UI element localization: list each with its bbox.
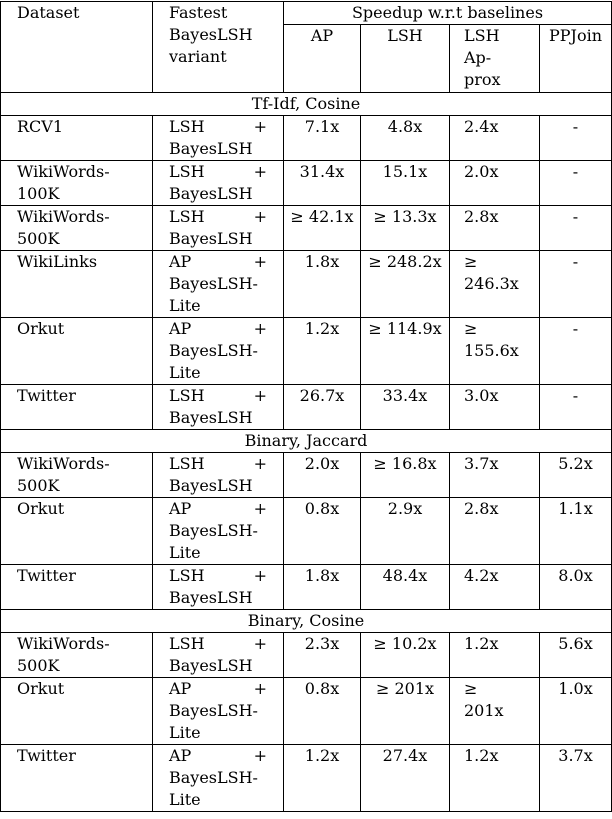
cell-lsh-approx-speedup — [450, 498, 540, 565]
variant-line: BayesLSH — [169, 476, 253, 495]
header-lsh-approx: LSH Ap- prox — [450, 25, 540, 93]
cell-ppjoin-speedup: - — [540, 161, 612, 206]
variant-plus: + — [253, 679, 267, 698]
table-row — [1, 565, 612, 610]
section-title: Binary, Jaccard — [1, 430, 612, 453]
cell-variant — [153, 385, 284, 430]
variant-line: BayesLSH — [169, 229, 253, 248]
section-header-row — [1, 430, 612, 453]
cell-dataset — [1, 161, 153, 206]
variant-plus: + — [253, 319, 267, 338]
table-row — [1, 251, 612, 318]
header-dataset: Dataset — [1, 2, 153, 93]
cell-variant — [153, 678, 284, 745]
cell-variant — [153, 161, 284, 206]
cell-dataset — [1, 385, 153, 430]
cell-lsh-approx-speedup — [450, 161, 540, 206]
dataset-line: Orkut — [17, 499, 65, 518]
dataset-line: 100K — [17, 184, 60, 203]
variant-plus: + — [253, 499, 267, 518]
variant-line: BayesLSH — [169, 588, 253, 607]
table-row — [1, 633, 612, 678]
variant-base: LSH — [169, 634, 205, 653]
cell-variant — [153, 206, 284, 251]
variant-line: Lite — [169, 790, 201, 809]
header-ppjoin: PPJoin — [540, 25, 612, 93]
variant-base: AP — [169, 499, 192, 518]
dataset-line: WikiWords- — [17, 162, 110, 181]
dataset-line: Orkut — [17, 319, 65, 338]
cell-ap-speedup: 1.2x — [284, 745, 361, 812]
cell-ap-speedup: 0.8x — [284, 678, 361, 745]
table-body — [1, 93, 612, 812]
dataset-line: 500K — [17, 229, 60, 248]
cell-ap-speedup: 1.8x — [284, 565, 361, 610]
variant-base: LSH — [169, 454, 205, 473]
lsh-approx-line: 2.4x — [464, 117, 499, 136]
dataset-line: Twitter — [17, 386, 76, 405]
lsh-approx-line: ≥ — [464, 679, 478, 698]
section-title: Tf-Idf, Cosine — [1, 93, 612, 116]
header-lsh: LSH — [361, 25, 450, 93]
cell-lsh-speedup: ≥ 10.2x — [361, 633, 450, 678]
variant-line: BayesLSH- — [169, 341, 258, 360]
cell-dataset — [1, 498, 153, 565]
lsh-approx-line: 4.2x — [464, 566, 499, 585]
cell-lsh-speedup: 48.4x — [361, 565, 450, 610]
variant-base: AP — [169, 679, 192, 698]
cell-lsh-approx-speedup — [450, 206, 540, 251]
cell-lsh-approx-speedup — [450, 453, 540, 498]
variant-plus: + — [253, 634, 267, 653]
cell-ppjoin-speedup: 3.7x — [540, 745, 612, 812]
variant-line: BayesLSH- — [169, 274, 258, 293]
variant-base: AP — [169, 319, 192, 338]
cell-ap-speedup: 1.2x — [284, 318, 361, 385]
table-row — [1, 453, 612, 498]
cell-lsh-approx-speedup — [450, 251, 540, 318]
section-title: Binary, Cosine — [1, 610, 612, 633]
table-row — [1, 745, 612, 812]
cell-dataset — [1, 206, 153, 251]
section-header-row — [1, 93, 612, 116]
variant-line: BayesLSH- — [169, 768, 258, 787]
variant-plus: + — [253, 566, 267, 585]
lsh-approx-line: 246.3x — [464, 274, 519, 293]
cell-dataset — [1, 251, 153, 318]
cell-dataset — [1, 745, 153, 812]
dataset-line: 500K — [17, 476, 60, 495]
cell-variant — [153, 565, 284, 610]
cell-ppjoin-speedup: 1.1x — [540, 498, 612, 565]
cell-ppjoin-speedup: - — [540, 251, 612, 318]
variant-plus: + — [253, 746, 267, 765]
variant-base: AP — [169, 252, 192, 271]
cell-lsh-speedup: ≥ 114.9x — [361, 318, 450, 385]
variant-plus: + — [253, 162, 267, 181]
lsh-approx-line: 2.8x — [464, 499, 499, 518]
lsh-approx-line: 1.2x — [464, 634, 499, 653]
dataset-line: Twitter — [17, 566, 76, 585]
variant-base: LSH — [169, 386, 205, 405]
variant-base: LSH — [169, 566, 205, 585]
variant-line: BayesLSH- — [169, 701, 258, 720]
cell-ppjoin-speedup: - — [540, 318, 612, 385]
lsh-approx-line: ≥ — [464, 319, 478, 338]
cell-ap-speedup: 2.0x — [284, 453, 361, 498]
cell-ppjoin-speedup: 1.0x — [540, 678, 612, 745]
cell-lsh-speedup: 27.4x — [361, 745, 450, 812]
cell-lsh-approx-speedup — [450, 633, 540, 678]
cell-lsh-speedup: 15.1x — [361, 161, 450, 206]
variant-line: Lite — [169, 723, 201, 742]
cell-lsh-speedup: ≥ 201x — [361, 678, 450, 745]
cell-variant — [153, 498, 284, 565]
cell-ppjoin-speedup: - — [540, 385, 612, 430]
variant-base: LSH — [169, 207, 205, 226]
lsh-approx-line: 1.2x — [464, 746, 499, 765]
cell-dataset — [1, 565, 153, 610]
cell-ap-speedup: ≥ 42.1x — [284, 206, 361, 251]
variant-plus: + — [253, 252, 267, 271]
cell-lsh-speedup: 33.4x — [361, 385, 450, 430]
variant-line: BayesLSH — [169, 408, 253, 427]
speedup-table — [0, 1, 612, 812]
lsh-approx-line: 3.7x — [464, 454, 499, 473]
cell-dataset — [1, 633, 153, 678]
table-row — [1, 161, 612, 206]
cell-ap-speedup: 2.3x — [284, 633, 361, 678]
lsh-approx-line: 3.0x — [464, 386, 499, 405]
cell-lsh-approx-speedup — [450, 565, 540, 610]
cell-lsh-speedup: ≥ 16.8x — [361, 453, 450, 498]
cell-ap-speedup: 26.7x — [284, 385, 361, 430]
table-row — [1, 678, 612, 745]
variant-line: BayesLSH- — [169, 521, 258, 540]
lsh-approx-line: ≥ — [464, 252, 478, 271]
cell-lsh-speedup: 4.8x — [361, 116, 450, 161]
cell-ap-speedup: 1.8x — [284, 251, 361, 318]
cell-variant — [153, 453, 284, 498]
dataset-line: WikiWords- — [17, 207, 110, 226]
table-row — [1, 385, 612, 430]
variant-base: LSH — [169, 162, 205, 181]
cell-dataset — [1, 678, 153, 745]
cell-ap-speedup: 7.1x — [284, 116, 361, 161]
variant-line: BayesLSH — [169, 139, 253, 158]
cell-ppjoin-speedup: 5.2x — [540, 453, 612, 498]
dataset-line: 500K — [17, 656, 60, 675]
lsh-approx-line: 2.8x — [464, 207, 499, 226]
cell-lsh-approx-speedup — [450, 745, 540, 812]
header-speedup: Speedup w.r.t baselines — [284, 2, 612, 25]
cell-lsh-speedup: 2.9x — [361, 498, 450, 565]
variant-line: Lite — [169, 543, 201, 562]
cell-ap-speedup: 0.8x — [284, 498, 361, 565]
cell-lsh-approx-speedup — [450, 678, 540, 745]
cell-variant — [153, 116, 284, 161]
table-row — [1, 498, 612, 565]
table-header — [1, 2, 612, 93]
variant-plus: + — [253, 117, 267, 136]
cell-lsh-speedup: ≥ 248.2x — [361, 251, 450, 318]
dataset-line: WikiWords- — [17, 454, 110, 473]
header-fastest-variant: Fastest BayesLSH variant — [153, 2, 284, 93]
lsh-approx-line: 201x — [464, 701, 504, 720]
cell-variant — [153, 251, 284, 318]
variant-base: AP — [169, 746, 192, 765]
section-header-row — [1, 610, 612, 633]
cell-ppjoin-speedup: - — [540, 206, 612, 251]
header-ap: AP — [284, 25, 361, 93]
cell-variant — [153, 633, 284, 678]
dataset-line: Twitter — [17, 746, 76, 765]
variant-plus: + — [253, 454, 267, 473]
cell-ap-speedup: 31.4x — [284, 161, 361, 206]
table-row — [1, 116, 612, 161]
lsh-approx-line: 2.0x — [464, 162, 499, 181]
cell-dataset — [1, 318, 153, 385]
variant-base: LSH — [169, 117, 205, 136]
table-row — [1, 206, 612, 251]
dataset-line: WikiLinks — [17, 252, 98, 271]
cell-lsh-approx-speedup — [450, 116, 540, 161]
dataset-line: RCV1 — [17, 117, 64, 136]
cell-variant — [153, 318, 284, 385]
cell-dataset — [1, 453, 153, 498]
cell-ppjoin-speedup: 8.0x — [540, 565, 612, 610]
variant-plus: + — [253, 207, 267, 226]
cell-lsh-approx-speedup — [450, 385, 540, 430]
cell-ppjoin-speedup: - — [540, 116, 612, 161]
cell-variant — [153, 745, 284, 812]
variant-line: Lite — [169, 296, 201, 315]
variant-line: BayesLSH — [169, 184, 253, 203]
lsh-approx-line: 155.6x — [464, 341, 519, 360]
dataset-line: Orkut — [17, 679, 65, 698]
cell-dataset — [1, 116, 153, 161]
variant-plus: + — [253, 386, 267, 405]
cell-ppjoin-speedup: 5.6x — [540, 633, 612, 678]
table-row — [1, 318, 612, 385]
variant-line: BayesLSH — [169, 656, 253, 675]
dataset-line: WikiWords- — [17, 634, 110, 653]
cell-lsh-approx-speedup — [450, 318, 540, 385]
cell-lsh-speedup: ≥ 13.3x — [361, 206, 450, 251]
variant-line: Lite — [169, 363, 201, 382]
